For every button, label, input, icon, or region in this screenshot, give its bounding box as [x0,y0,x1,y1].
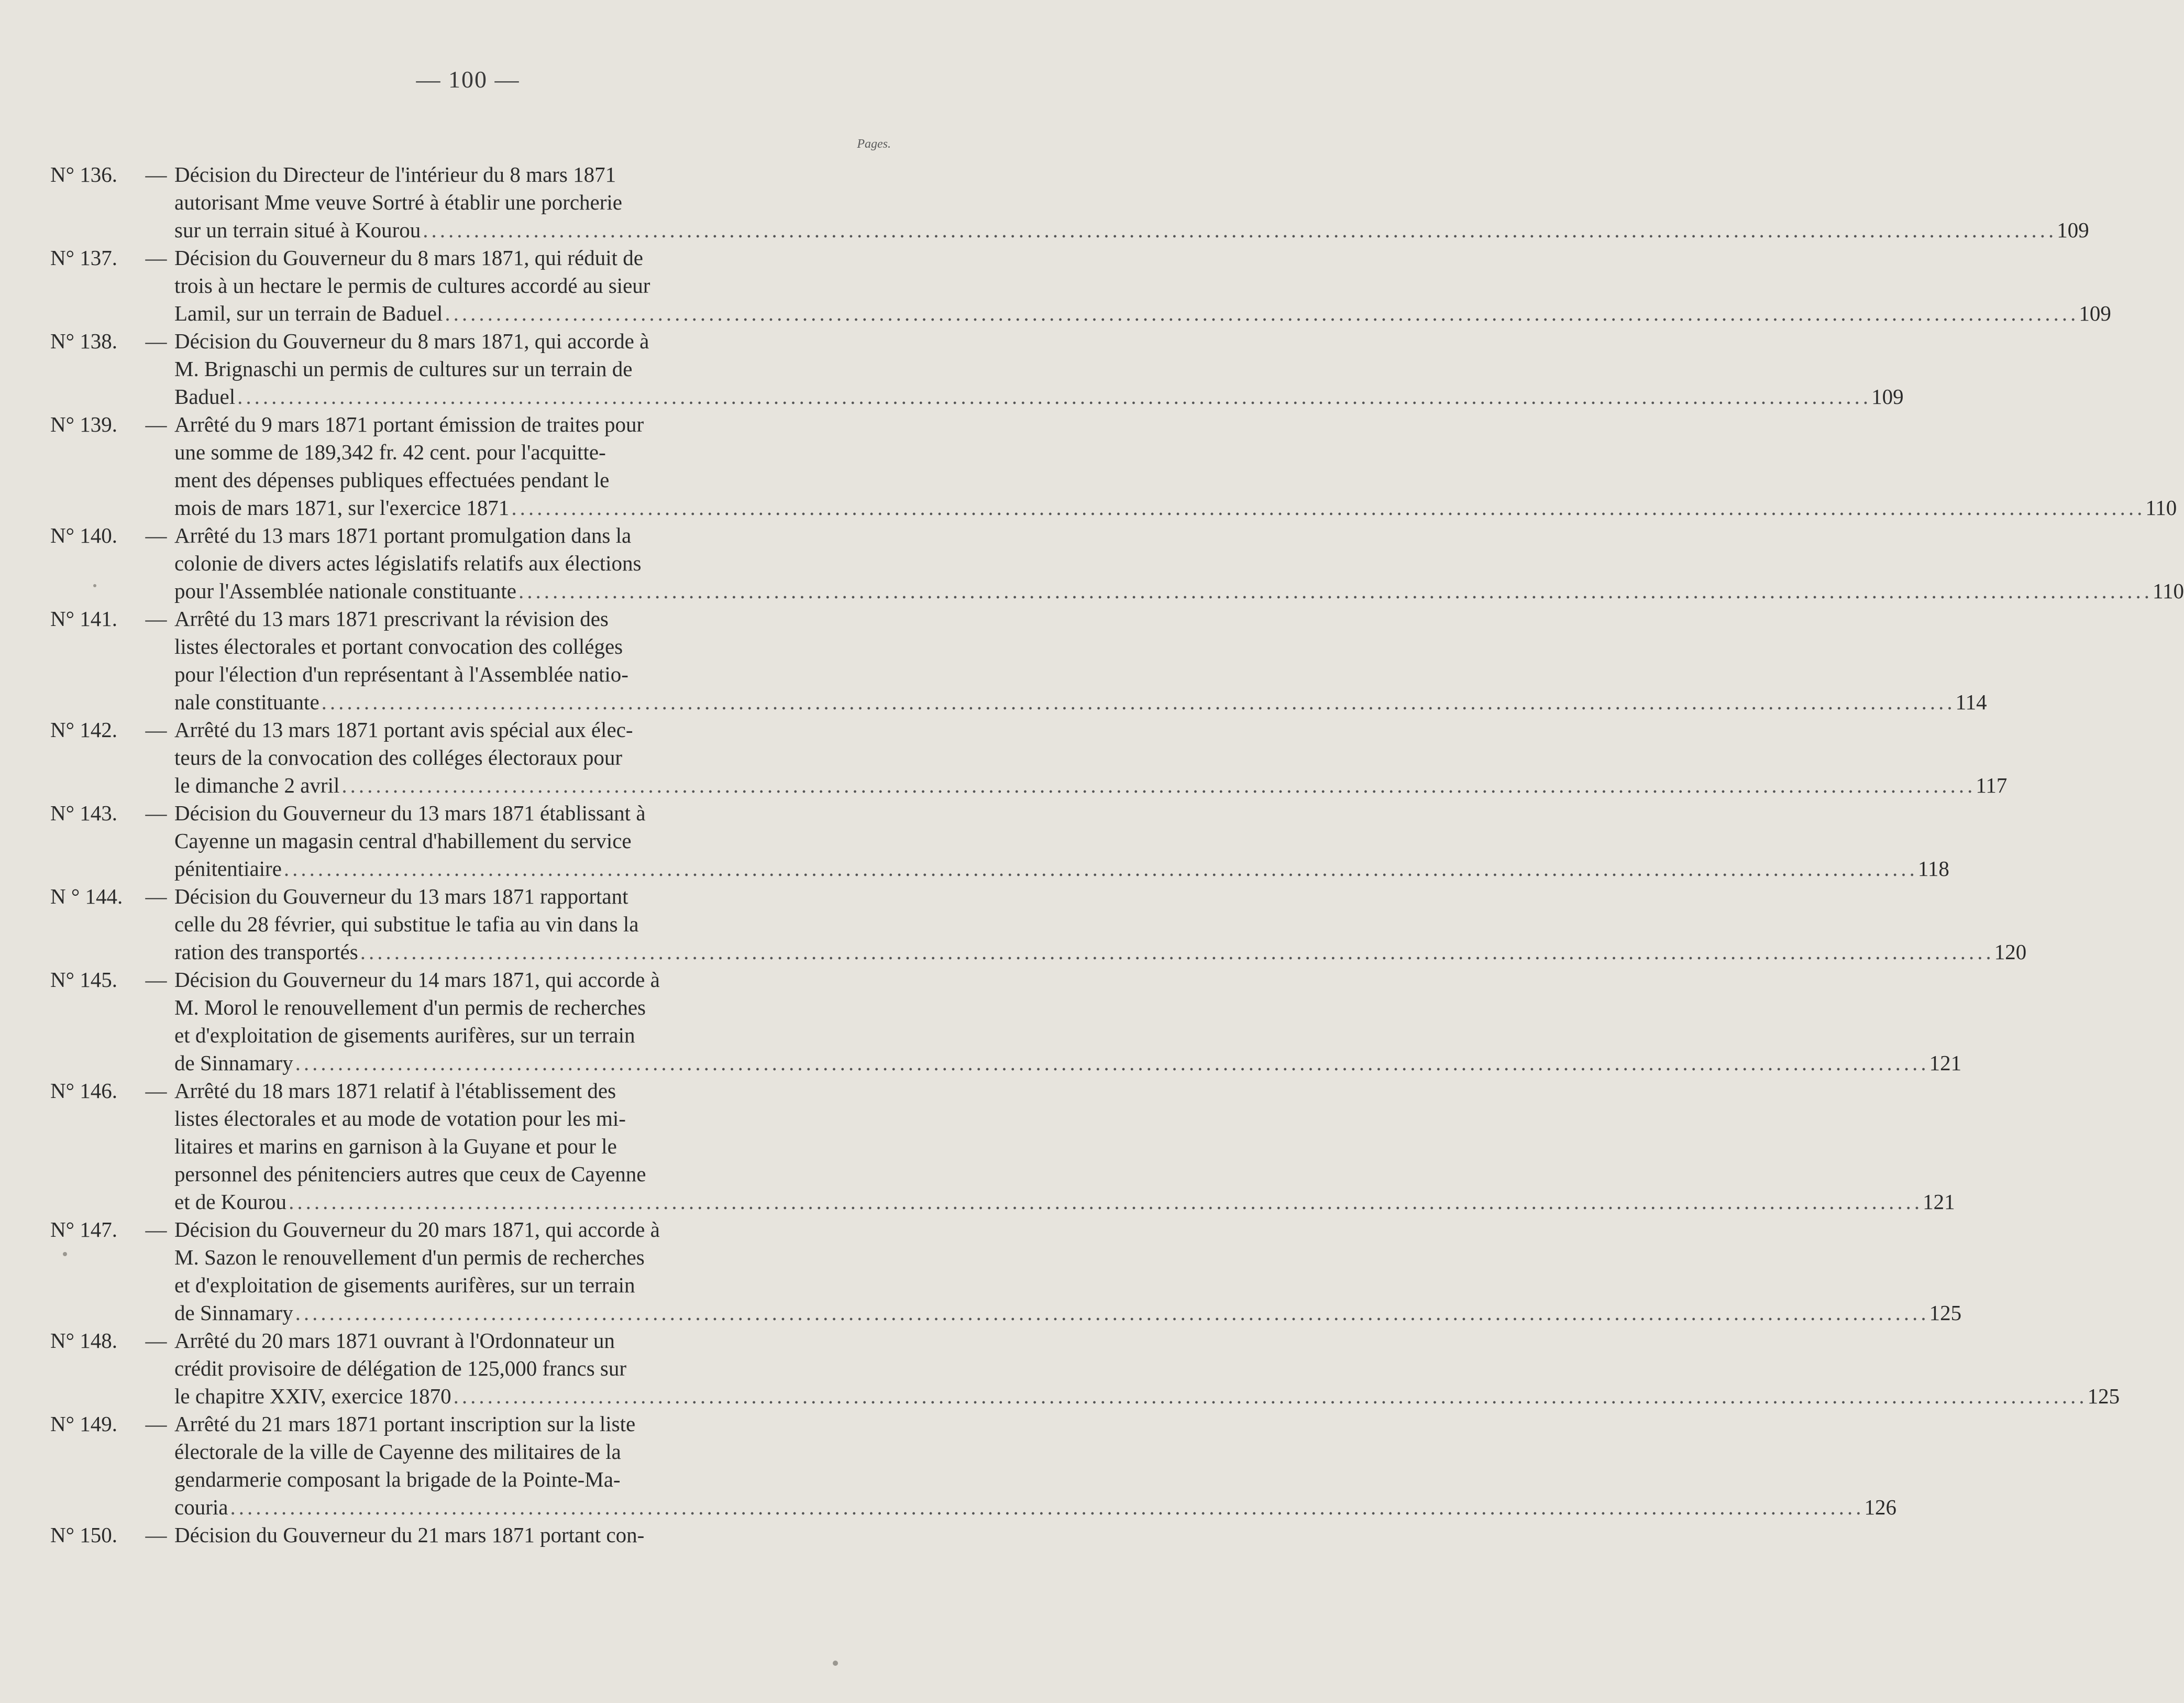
entry-number: N° 148. [50,1328,118,1353]
leader-dots [319,688,1956,716]
entry-page-number: 117 [1976,773,2007,797]
entry-line: M. Brignaschi un permis de cultures sur un terrain de [174,357,633,381]
entry-line: Arrêté du 13 mars 1871 prescrivant la révision des [174,607,609,631]
entry-page-number: 126 [1864,1495,1896,1519]
entry-line: sur un terrain situé à Kourou [174,218,421,242]
entry-number: N° 138. [50,329,118,353]
entry-line: une somme de 189,342 fr. 42 cent. pour l'acquitte- [174,440,606,464]
entry-line: et d'exploitation de gisements aurifères, sur un terrain [174,1023,635,1047]
entry-last-line [174,1382,2119,1410]
entry-page-number: 110 [2152,579,2184,603]
leader-dots [339,772,1976,799]
entry-line: Décision du Gouverneur du 13 mars 1871 établissant à [174,801,646,825]
entry-last-line [174,772,2007,799]
entry-dash: — [145,968,167,992]
toc-entry [50,716,2007,799]
entry-line: le chapitre XXIV, exercice 1870 [174,1384,451,1408]
entry-line: électorale de la ville de Cayenne des militaires de la [174,1440,621,1464]
entry-page-number: 125 [2087,1384,2120,1408]
entry-text [174,1410,1895,1521]
entry-last-line [174,855,1949,883]
entry-line: colonie de divers actes législatifs relatifs aux élections [174,551,642,575]
entry-line: Arrêté du 9 mars 1871 portant émission de traites pour [174,412,644,436]
entry-line: mois de mars 1871, sur l'exercice 1871 [174,496,510,520]
entry-line: trois à un hectare le permis de cultures accordé au sieur [174,273,650,298]
entry-page-number: 125 [1929,1301,1962,1325]
entry-page-number: 121 [1929,1051,1962,1075]
entry-text [174,799,1949,883]
page-number-header: — 100 — [416,66,520,93]
toc-entry [50,161,2089,244]
entry-dash: — [145,246,167,270]
entry-last-line [174,1299,1961,1327]
leader-dots [451,1382,2088,1410]
entry-line: Arrêté du 18 mars 1871 relatif à l'établissement des [174,1079,616,1103]
entry-text [174,605,1987,716]
entry-dash: — [145,1217,167,1241]
entry-line: le dimanche 2 avril [174,773,340,797]
entry-line: Décision du Gouverneur du 14 mars 1871, qui accorde à [174,968,660,992]
entry-page-number: 110 [2145,496,2177,520]
leader-dots [509,494,2145,522]
entry-line: pénitentiaire [174,856,282,881]
entry-page-number: 109 [2057,218,2089,242]
entry-line: listes électorales et portant convocation des colléges [174,634,623,658]
toc-entry [50,1077,1955,1216]
entry-text [174,244,2110,327]
entry-page-number: 109 [2079,301,2111,325]
entry-line: gendarmerie composant la brigade de la Pointe-Ma- [174,1467,621,1491]
entry-line: M. Morol le renouvellement d'un permis de recherches [174,995,646,1019]
entry-line: crédit provisoire de délégation de 125,000 francs sur [174,1356,627,1380]
leader-dots [443,300,2079,327]
leader-dots [293,1299,1929,1327]
entry-number: N° 147. [50,1217,118,1241]
leader-dots [293,1049,1929,1077]
entry-number: N° 140. [50,523,118,547]
entry-line: M. Sazon le renouvellement d'un permis de recherches [174,1245,645,1269]
entry-dash: — [145,1328,167,1353]
entry-text [174,1327,2119,1410]
entry-last-line [174,577,2184,605]
entry-page-number: 114 [1955,690,1987,714]
toc-entry [50,1216,1962,1327]
entry-dash: — [145,1079,167,1103]
toc-entry [50,605,1987,716]
entry-number: N° 139. [50,412,118,436]
entry-last-line [174,494,2177,522]
entry-line: Arrêté du 21 mars 1871 portant inscription sur la liste [174,1412,636,1436]
entry-number: N ° 144. [50,884,123,908]
entry-text [174,161,2088,244]
entry-dash: — [145,162,167,186]
entry-line: et d'exploitation de gisements aurifères, sur un terrain [174,1273,635,1297]
entry-last-line [174,1493,1895,1521]
entry-line: ration des transportés [174,940,358,964]
leader-dots [516,577,2153,605]
entry-line: Arrêté du 13 mars 1871 portant avis spécial aux élec- [174,718,633,742]
entry-line: de Sinnamary [174,1051,293,1075]
entry-last-line [174,1049,1961,1077]
paper-speck [63,1252,67,1256]
paper-speck [833,1661,838,1666]
entry-last-line [174,688,1987,716]
toc-entry [50,1410,1896,1521]
entry-page-number: 121 [1923,1190,1955,1214]
entry-last-line [174,1188,1954,1216]
entry-text [174,1077,1954,1216]
entry-line: personnel des pénitenciers autres que ceux de Cayenne [174,1162,646,1186]
leader-dots [358,938,1994,966]
entry-dash: — [145,329,167,353]
toc-entry [50,411,2177,522]
entry-number: N° 141. [50,607,118,631]
entry-line: nale constituante [174,690,319,714]
entry-line: pour l'Assemblée nationale constituante [174,579,516,603]
entry-dash: — [145,1523,167,1547]
entry-dash: — [145,1412,167,1436]
entry-line: de Sinnamary [174,1301,293,1325]
leader-dots [228,1493,1864,1521]
entry-dash: — [145,607,167,631]
entry-line: Décision du Gouverneur du 13 mars 1871 rapportant [174,884,628,908]
entry-text [174,1521,891,1549]
entry-dash: — [145,884,167,908]
leader-dots [235,383,1871,411]
toc-entry [50,522,2184,605]
entry-line: listes électorales et au mode de votation pour les mi- [174,1106,626,1130]
entry-number: N° 145. [50,968,118,992]
entry-dash: — [145,718,167,742]
paper-speck [93,584,96,587]
entry-line: litaires et marins en garnison à la Guyane et pour le [174,1134,617,1158]
entry-line: et de Kourou [174,1190,287,1214]
entry-line: pour l'élection d'un représentant à l'Assemblée natio- [174,662,628,686]
entry-line: autorisant Mme veuve Sortré à établir une porcherie [174,190,622,214]
entry-last-line [174,938,2026,966]
entry-page-number: 118 [1917,856,1949,881]
entry-number: N° 136. [50,162,118,186]
toc-entry [50,883,2027,966]
toc-entry [50,327,1904,411]
entry-text [174,411,2177,522]
entry-last-line [174,383,1903,411]
entry-line: Cayenne un magasin central d'habillement du service [174,829,632,853]
entry-text [174,883,2026,966]
entry-line: couria [174,1495,228,1519]
entry-line: teurs de la convocation des colléges électoraux pour [174,745,622,770]
entry-page-number: 120 [1994,940,2027,964]
entry-number: N° 146. [50,1079,118,1103]
leader-dots [286,1188,1923,1216]
entry-text [174,1216,1961,1327]
entry-line: Arrêté du 13 mars 1871 portant promulgation dans la [174,523,632,547]
entry-dash: — [145,523,167,547]
entry-line: Décision du Directeur de l'intérieur du 8 mars 1871 [174,162,616,186]
entry-text [174,522,2184,605]
entry-line: Arrêté du 20 mars 1871 ouvrant à l'Ordonnateur un [174,1328,615,1353]
entry-number: N° 137. [50,246,118,270]
entry-dash: — [145,801,167,825]
toc-entry [50,1521,891,1549]
entry-number: N° 150. [50,1523,118,1547]
entry-text [174,966,1961,1077]
toc-entry [50,244,2111,327]
entry-page-number: 109 [1871,384,1904,409]
entry-line: Décision du Gouverneur du 8 mars 1871, qui réduit de [174,246,643,270]
entry-line: Lamil, sur un terrain de Baduel [174,301,443,325]
entry-line: Baduel [174,384,236,409]
entry-last-line [174,300,2110,327]
entry-dash: — [145,412,167,436]
pages-column-label: Pages. [857,137,891,151]
leader-dots [282,855,1918,883]
entry-line: celle du 28 février, qui substitue le tafia au vin dans la [174,912,639,936]
entry-text [174,327,1903,411]
entry-text [174,716,2007,799]
leader-dots [421,216,2057,244]
entry-line: ment des dépenses publiques effectuées pendant le [174,468,610,492]
entry-number: N° 149. [50,1412,118,1436]
toc-entry [50,1327,2120,1410]
table-of-contents [50,161,2184,1549]
toc-entry [50,966,1962,1077]
entry-line: Décision du Gouverneur du 20 mars 1871, qui accorde à [174,1217,660,1241]
entry-line: Décision du Gouverneur du 21 mars 1871 portant con- [174,1523,645,1547]
entry-last-line [174,216,2088,244]
entry-line: Décision du Gouverneur du 8 mars 1871, qui accorde à [174,329,649,353]
entry-number: N° 142. [50,718,118,742]
entry-number: N° 143. [50,801,118,825]
toc-entry [50,799,1949,883]
